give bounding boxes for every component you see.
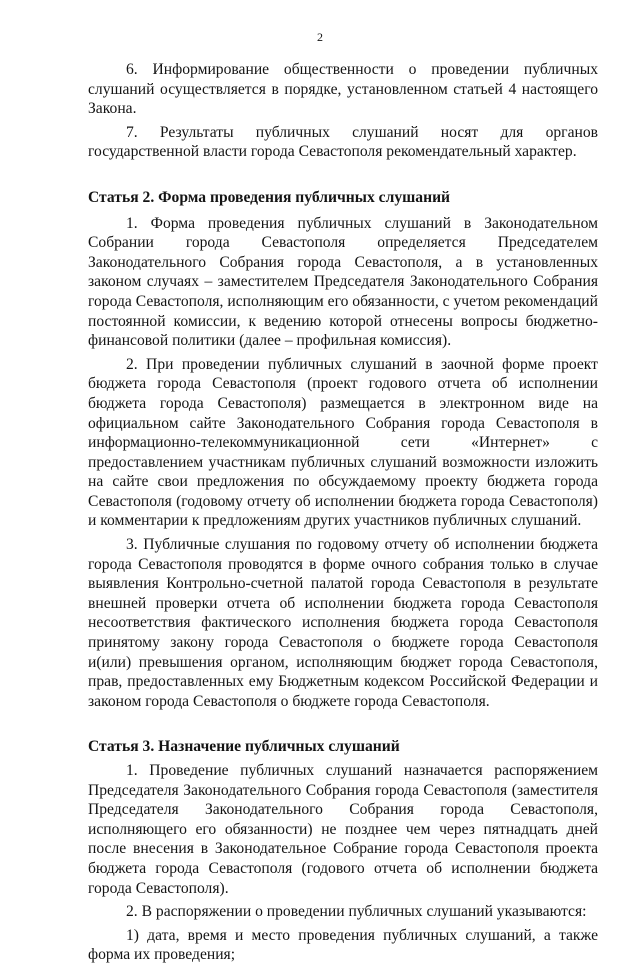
article-3-paragraph-1: 1. Проведение публичных слушаний назначается распоряжением Председателя Законодательного Собрания города Севастополя (заместителя Председателя Законодательного Собрания города Севастополя, исполняющего его обязанности) не позднее чем через пятнадцать дней после внесения в Законодательное Собрание города Севастополя проекта бюджета города Севастополя (годового отчета об исполнении бюджета города Севастополя).	[88, 762, 598, 897]
article-2-heading: Статья 2. Форма проведения публичных слушаний	[88, 188, 451, 206]
paragraph-intro-6: 6. Информирование общественности о проведении публичных слушаний осуществляется в порядке, установленном статьей 4 настоящего Закона.	[88, 61, 598, 118]
article-2-paragraph-1: 1. Форма проведения публичных слушаний в Законодательном Собрании города Севастополя определяется Председателем Законодательного Собрания города Севастополя, а в установленных законом случаях – заместителем Председателя Законодательного Собрания города Севастополя, исполняющим его обязанности, с учетом рекомендаций постоянной комиссии, к ведению которой отнесены вопросы бюджетно-финансовой политики (далее – профильная комиссия).	[88, 214, 598, 350]
article-2-paragraph-3: 3. Публичные слушания по годовому отчету об исполнении бюджета города Севастополя проводятся в форме очного собрания только в случае выявления Контрольно-счетной палатой города Севастополя в результате внешней проверки отчета об исполнении бюджета города Севастополя несоответствия фактического исполнения бюджета города Севастополя принятому закону города Севастополя о бюджете города Севастополя и(или) превышения органом, исполняющим бюджет города Севастополя, прав, предоставленных ему Бюджетным кодексом Российской Федерации и законом города Севастополя о бюджете города Севастополя.	[88, 536, 598, 710]
document-body	[88, 60, 598, 967]
article-3-item-1: 1) дата, время и место проведения публичных слушаний, а также форма их проведения;	[88, 926, 598, 964]
article-3-heading: Статья 3. Назначение публичных слушаний	[88, 738, 400, 756]
article-3-paragraph-2: 2. В распоряжении о проведении публичных слушаний указываются:	[126, 903, 587, 921]
paragraph-intro-7: 7. Результаты публичных слушаний носят для органов государственной власти города Севастополя рекомендательный характер.	[88, 123, 598, 161]
article-2-paragraph-2: 2. При проведении публичных слушаний в заочной форме проект бюджета города Севастополя (проект годового отчета об исполнении бюджета города Севастополя) размещается в электронном виде на официальном сайте Законодательного Собрания города Севастополя в информационно-телекоммуникационной сети «Интернет» с предоставлением участникам публичных слушаний возможности изложить на сайте свои предложения по обсуждаемому проекту бюджета города Севастополя (годовому отчету об исполнении бюджета города Севастополя) и комментарии к предложениям других участников публичных слушаний.	[88, 355, 598, 530]
page-number: 2	[317, 30, 323, 44]
